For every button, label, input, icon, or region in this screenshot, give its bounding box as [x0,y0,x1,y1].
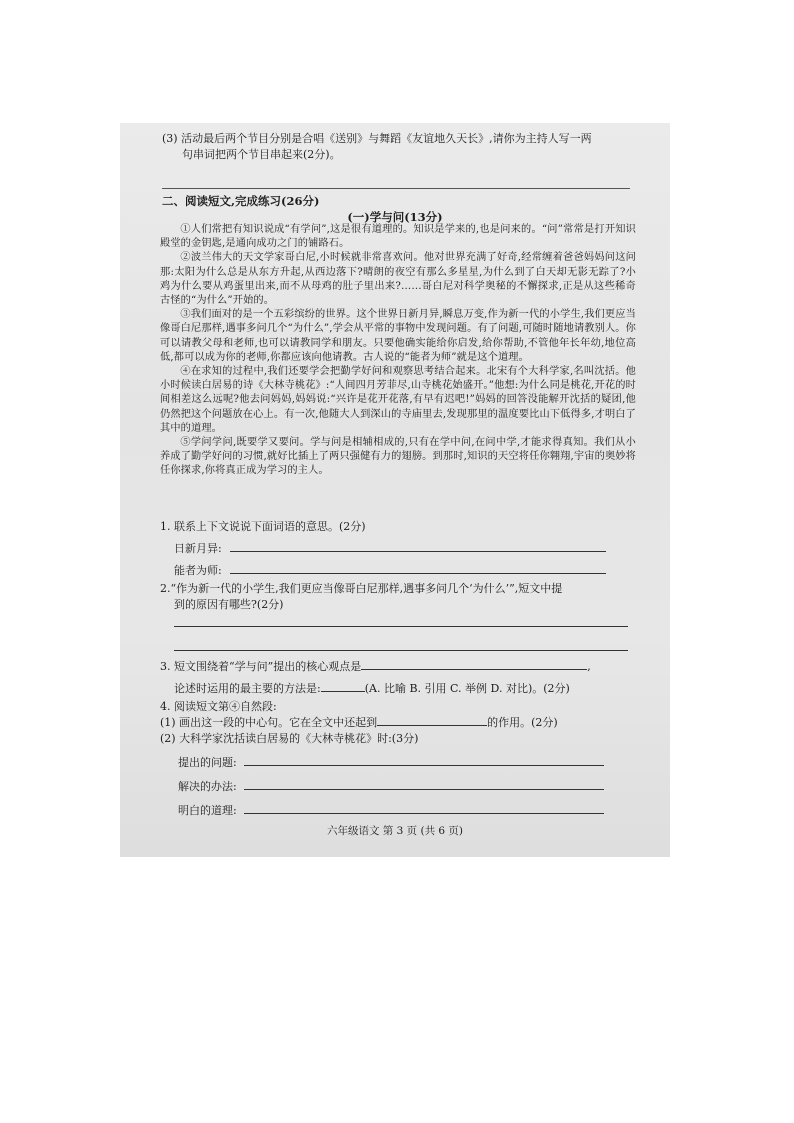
q4-2-solution: 解决的办法: [178,780,237,793]
q1-item-b-label: 能者为师: [174,564,222,577]
q2-answer-line-1[interactable] [174,626,628,627]
q3b-options: (A. 比喻 B. 引用 C. 举例 D. 对比)。(2分) [364,682,570,695]
exam-page-photo [120,123,670,857]
q4-2-solution-line[interactable] [244,789,604,790]
q2-answer-line-2[interactable] [174,650,628,651]
section-title: 二、阅读短文,完成练习(26分) [162,194,320,208]
q4-2-problem: 提出的问题: [178,756,237,769]
question-4: 4. 阅读短文第④自然段: [160,700,277,713]
q3-line1: (3) 活动最后两个节目分别是合唱《送别》与舞蹈《友谊地久天长》,请你为主持人写一两 [162,132,592,145]
q1-item-b [174,562,222,578]
question-4-2: (2) 大科学家沈括读白居易的《大林寺桃花》时:(3分) [160,732,419,745]
question-4-1 [160,714,558,730]
paragraph-5: ⑤学问学问,既要学又要问。学与问是相辅相成的,只有在学中问,在问中学,才能求得真知。我们从小养成了勤学好问的习惯,就好比插上了两只强健有力的翅膀。到那时,知识的天空将任你翱翔,宇宙的奥妙将任你探求,你将真正成为学习的主人。 [160,437,636,477]
reading-passage [160,223,636,479]
q3-text: 3. 短文围绕着“学与问”提出的核心观点是 [160,660,362,673]
activity-question-3 [162,131,632,163]
page-footer: 六年级语文 第 3 页 (共 6 页) [326,825,464,837]
q3-line2: 句串词把两个节目串起来(2分)。 [182,148,341,161]
q4-2-lesson: 明白的道理: [178,804,237,817]
q3-end: , [587,660,591,673]
q4-1-suffix: 的作用。(2分) [487,716,558,729]
q1-item-a-answer-line[interactable] [230,551,606,552]
q1-item-b-answer-line[interactable] [230,573,606,574]
paragraph-4: ④在求知的过程中,我们还要学会把勤学好问和观察思考结合起来。北宋有个大科学家,名叫沈括。他小时候读白居易的诗《大林寺桃花》:“人间四月芳菲尽,山寺桃花始盛开。”他想:为什么同是桃花,开花的时间相差这么远呢?他去问妈妈,妈妈说:“兴许是花开花落,有早有迟吧!”妈妈的回答没能解开沈括的疑团,他仍然把这个问题放在心上。有一次,他随大人到深山的寺庙里去,发现那里的温度要比山下低得多,才明白了其中的道理。 [160,366,636,434]
q1-item-a [174,540,222,556]
question-3b [174,680,570,696]
q3b-answer-blank[interactable] [321,681,365,692]
paragraph-3: ③我们面对的是一个五彩缤纷的世界。这个世界日新月异,瞬息万变,作为新一代的小学生,我们更应当像哥白尼那样,遇事多问几个“为什么”,学会从平常的事物中发现问题。有了问题,可随时随地请教别人。你可以请教父母和老师,也可以请教同学和朋友。只要他确实能给你启发,给你帮助,不管他年长年幼,地位高低,都可以成为你的老师,你都应该向他请教。古人说的“能者为师”就是这个道理。 [160,309,636,363]
question-2-line1: 2.“作为新一代的小学生,我们更应当像哥白尼那样,遇事多问几个‘为什么’”,短文中提 [160,582,563,595]
paragraph-2: ②波兰伟大的天文学家哥白尼,小时候就非常喜欢问。他对世界充满了好奇,经常缠着爸爸妈妈问这问那:太阳为什么总是从东方升起,从西边落下?晴朗的夜空有那么多星星,为什么到了白天却无影无踪了?小鸡为什么要从鸡蛋里出来,而不从母鸡的肚子里出来?……哥白尼对科学奥秘的不懈探求,正是从这些稀奇古怪的“为什么”开始的。 [160,252,636,307]
q3-answer-blank[interactable] [361,659,587,670]
q4-2-problem-line[interactable] [244,765,604,766]
passage-title: (一)学与问(13分) [347,210,443,224]
q4-1-answer-blank[interactable] [377,715,487,726]
q1-item-a-label: 日新月异: [174,542,222,555]
question-2-line2: 到的原因有哪些?(2分) [174,598,284,611]
question-1: 1. 联系上下文说说下面词语的意思。(2分) [160,520,366,533]
question-3 [160,658,591,674]
q4-1-prefix: (1) 画出这一段的中心句。它在全文中还起到 [160,716,378,729]
paragraph-1: ①人们常把有知识说成“有学问”,这是很有道理的。知识是学来的,也是问来的。“问”常常是打开知识殿堂的金钥匙,是通向成功之门的铺路石。 [160,224,636,250]
q4-2-lesson-line[interactable] [244,813,604,814]
q3b-prefix: 论述时运用的最主要的方法是: [174,682,321,695]
section-divider [162,188,630,189]
